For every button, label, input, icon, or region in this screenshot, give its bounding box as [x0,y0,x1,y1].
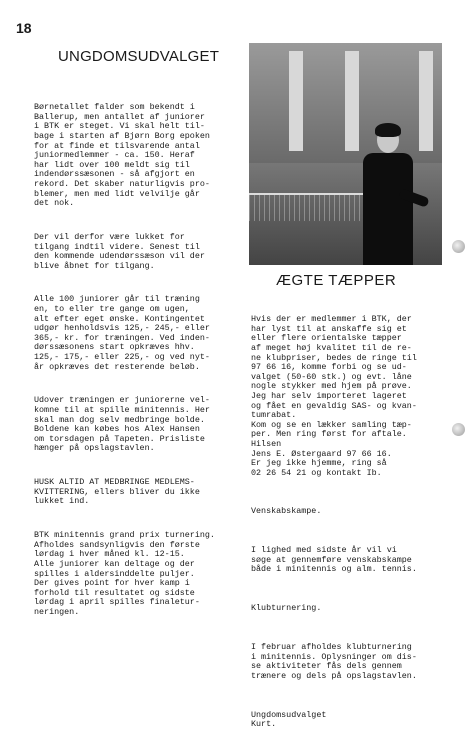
signature: Ungdomsudvalget Kurt. [251,709,327,730]
paragraph: Børnetallet falder som bekendt i Ballerup, men antallet af juniorer i BTK er steget. Vi skal helt til- bage i starten af Bjørn Borg epoken for at finde et tilsvarende antal juniormedlemmer - ca. 150. Heraf har lidt over 100 meldt sig til indendørssæsonen - så afgjort en rekord. Det skaber naturligvis pro- blemer, men med lidt velvilje går det nok. [34,102,210,209]
tennis-net [249,193,369,221]
paragraph: Der vil derfor være lukket for tilgang indtil videre. Senest til den kommende udendørssæson vil der blive åbnet for tilgang. [34,231,205,271]
paragraph: BTK minitennis grand prix turnering. Afholdes sandsynligvis den første lørdag i hver måned kl. 12-15. Alle juniorer kan deltage og der spilles i aldersinddelte puljer. Der gives point for hver kamp i forhold til resultatet og sidste lørdag i april spilles finaletur- neringen. [34,530,215,617]
section-heading-ungdomsudvalget: UNGDOMSUDVALGET [58,48,220,65]
subheading-klubturnering: Klubturnering. [251,603,322,614]
paragraph: Alle 100 juniorer går til træning en, to eller tre gange om ugen, alt efter eget ønske. Kontingentet udgør henholdsvis 125,- 245,- eller 365,- kr. for træningen. Ved inden- dørssæsonens start opkræves hhv. 125,- 175,- eller 225,- og ved nyt- år opkræves det resterende beløb. [34,294,210,372]
paragraph: I lighed med sidste år vil vi søge at gennemføre venskabskampe både i minitennis og alm. tennis. [251,545,417,575]
paragraph: Udover træningen er juniorerne vel- komne til at spille minitennis. Her skal man dog selv medbringe bolde. Boldene kan købes hos Alex Hansen om torsdagen på Tapeten. Prisliste hænger på opslagstavlen. [34,395,210,454]
punch-hole-icon [452,240,465,253]
section-heading-aegte-taepper: ÆGTE TÆPPER [276,272,397,289]
punch-hole-icon [452,423,465,436]
paragraph: I februar afholdes klubturnering i minitennis. Oplysninger om dis- se aktiviteter fås dels gennem trænere og dels på opslagstavlen. [251,642,417,681]
paragraph: HUSK ALTID AT MEDBRINGE MEDLEMS- KVITTERING, ellers bliver du ikke lukket ind. [34,477,200,507]
paragraph: Hvis der er medlemmer i BTK, der har lyst til at anskaffe sig et eller flere orientalske tæpper af meget høj kvalitet til de re- ne klubpriser, bedes de ringe til 97 66 16, komme forbi og se ud- valget (50-60 stk.) og evt. låne nogle stykker med hjem på prøve. Jeg har selv importeret lageret og fået en gevaldig SAS- og kvan- tumrabat. Kom og se en lækker samling tæp- per. Men ring først for aftale. Hilsen Jens E. Østergaard 97 66 16. Er jeg ikke hjemme, ring så 02 26 54 21 og kontakt Ib. [251,314,417,478]
subheading-venskabskampe: Venskabskampe. [251,506,322,517]
player-photo [249,43,442,265]
right-column-text [251,296,461,754]
page-number: 18 [16,20,32,36]
left-column-text [34,84,244,642]
